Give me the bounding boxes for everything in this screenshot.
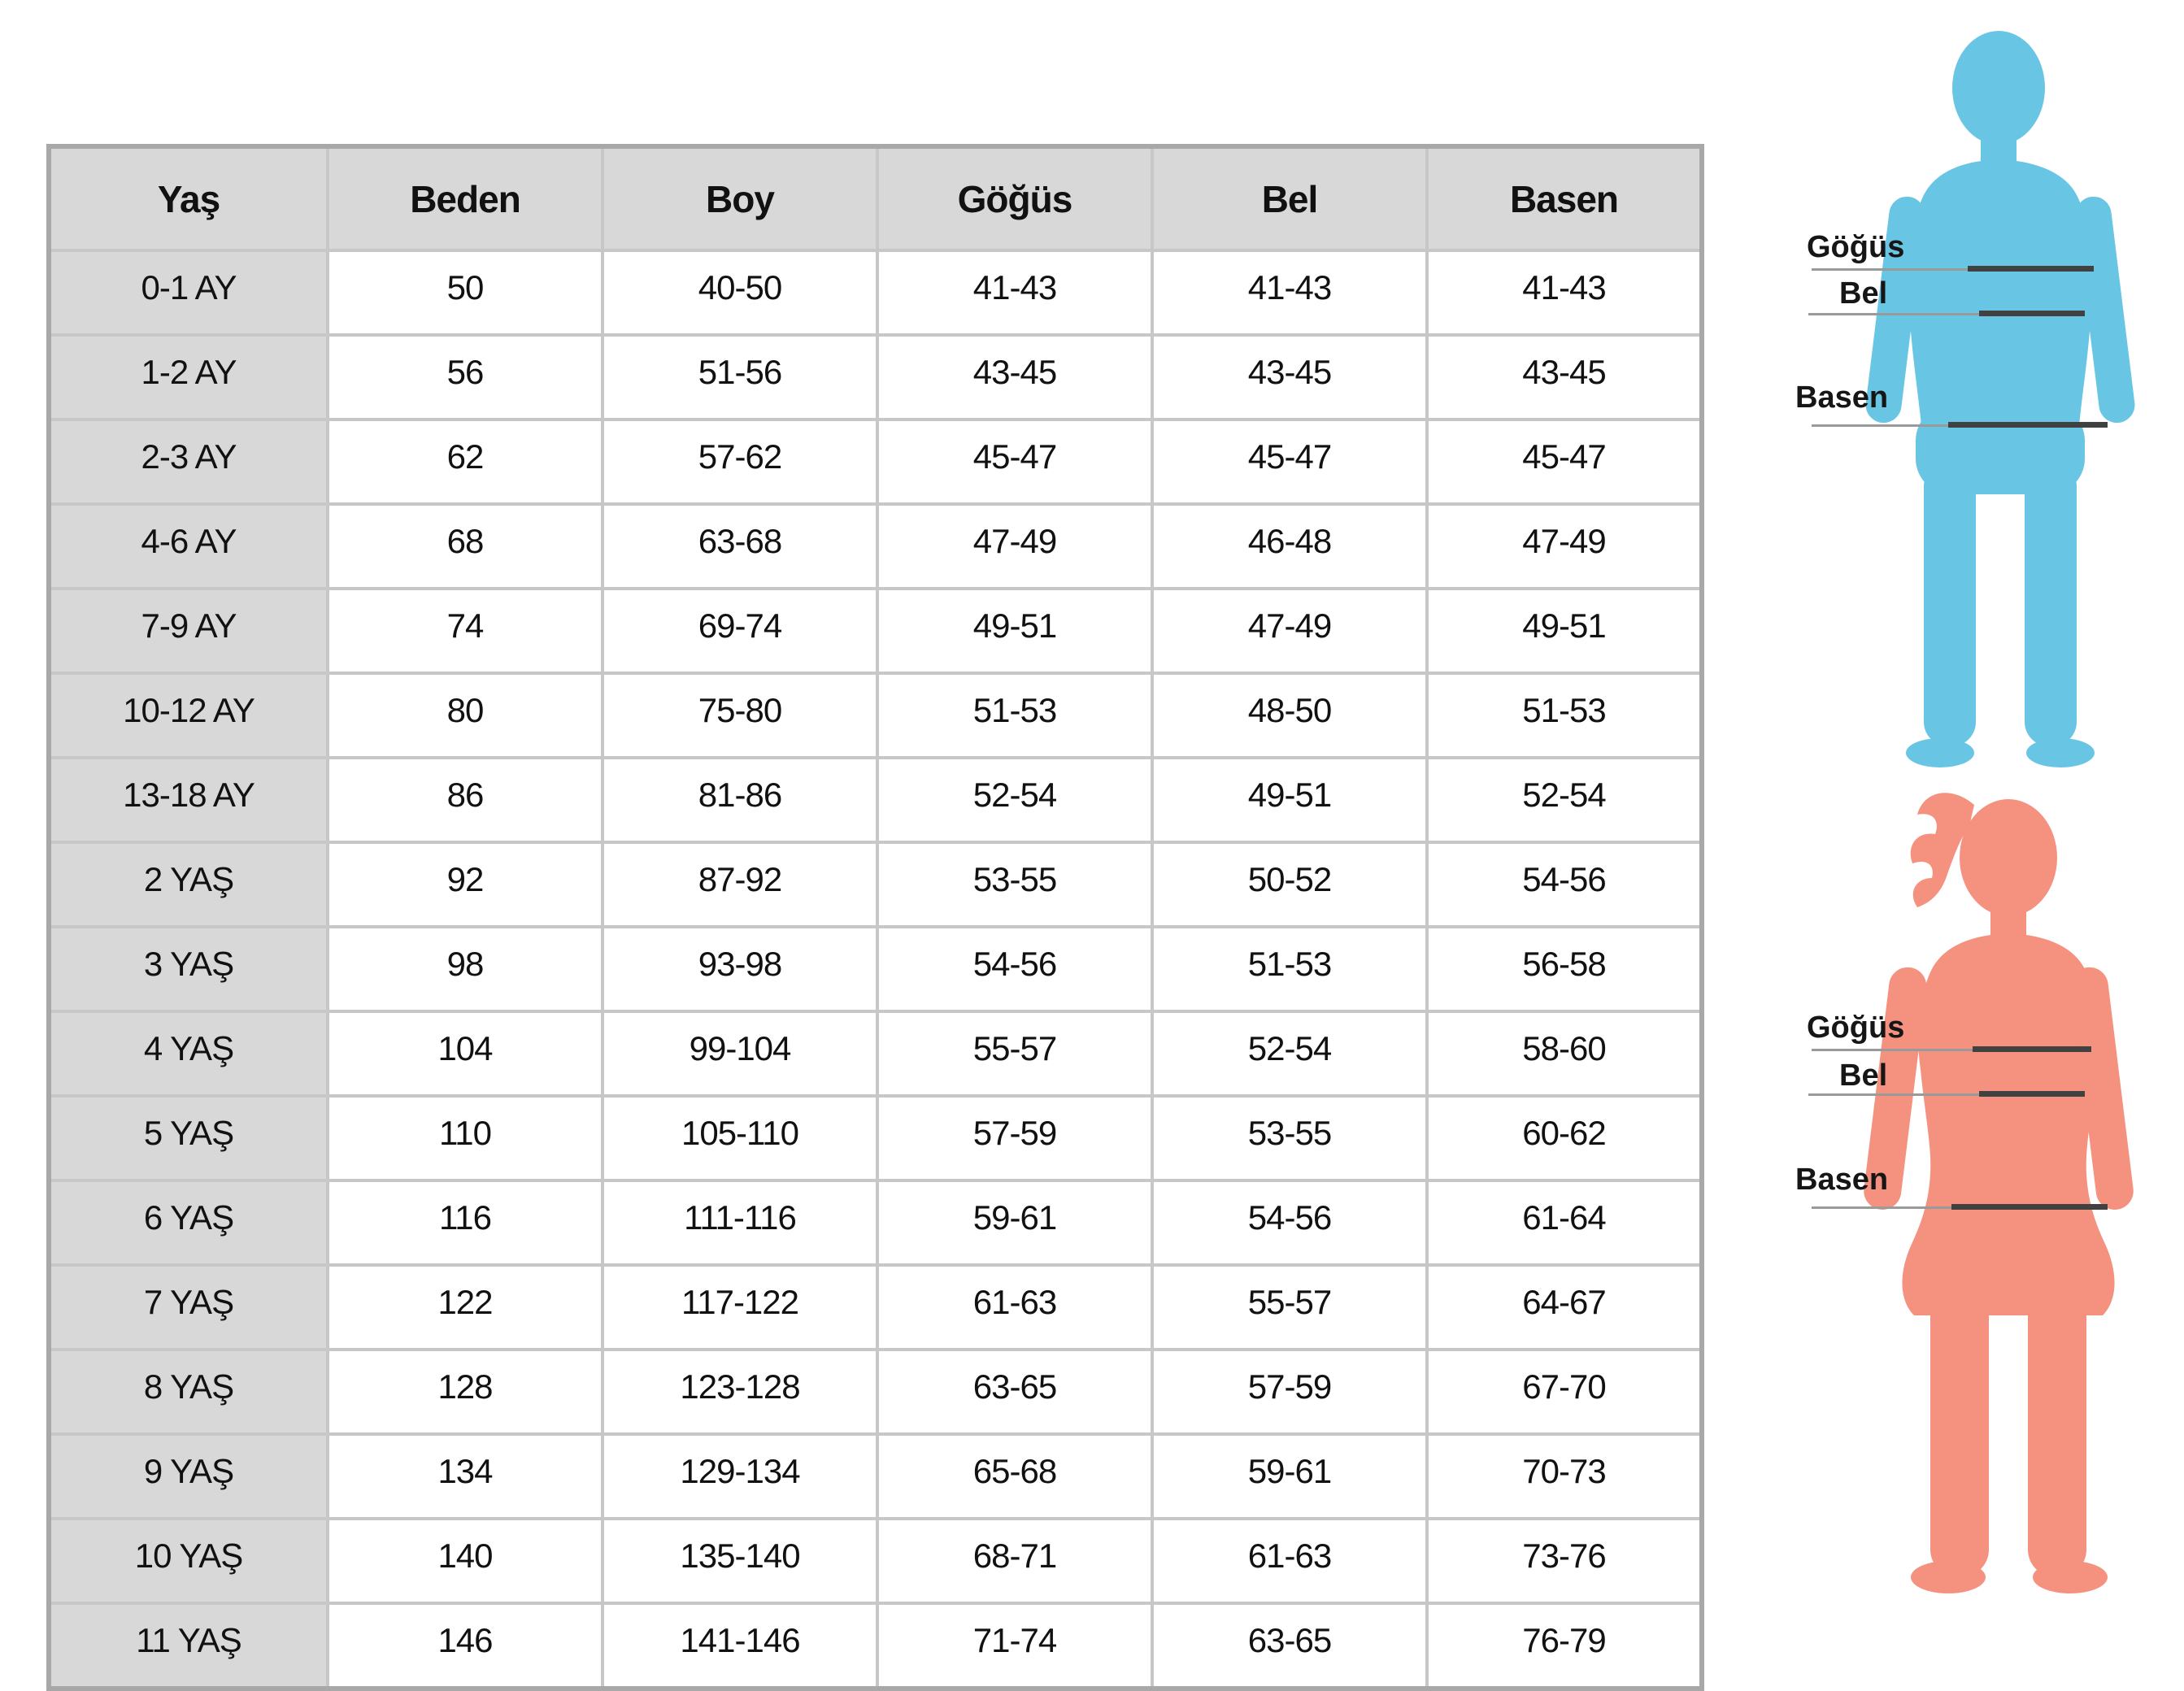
value-cell: 51-53 xyxy=(877,673,1152,758)
value-cell: 45-47 xyxy=(1152,419,1427,504)
boy-hip-line xyxy=(1948,422,2108,428)
girl-chest-line-thin xyxy=(1812,1049,1973,1051)
girl-waist-line xyxy=(1979,1091,2085,1097)
column-header: Yaş xyxy=(49,146,328,250)
row-age-cell: 7 YAŞ xyxy=(49,1265,328,1350)
value-cell: 53-55 xyxy=(1152,1096,1427,1180)
girl-figure-icon xyxy=(1846,780,2151,1598)
value-cell: 105-110 xyxy=(603,1096,877,1180)
value-cell: 135-140 xyxy=(603,1519,877,1603)
value-cell: 56-58 xyxy=(1427,927,1702,1011)
table-row xyxy=(49,758,1702,842)
value-cell: 61-64 xyxy=(1427,1180,1702,1265)
girl-hip-label: Basen xyxy=(1795,1163,1889,1197)
value-cell: 56 xyxy=(328,335,603,419)
table-row xyxy=(49,589,1702,673)
girl-chest-line xyxy=(1973,1046,2091,1052)
value-cell: 70-73 xyxy=(1427,1434,1702,1519)
value-cell: 55-57 xyxy=(877,1011,1152,1096)
value-cell: 57-62 xyxy=(603,419,877,504)
value-cell: 98 xyxy=(328,927,603,1011)
value-cell: 74 xyxy=(328,589,603,673)
column-header: Beden xyxy=(328,146,603,250)
value-cell: 104 xyxy=(328,1011,603,1096)
value-cell: 71-74 xyxy=(877,1603,1152,1689)
table-row xyxy=(49,1011,1702,1096)
value-cell: 99-104 xyxy=(603,1011,877,1096)
value-cell: 63-65 xyxy=(1152,1603,1427,1689)
boy-chest-line xyxy=(1968,266,2094,272)
table-row xyxy=(49,1603,1702,1689)
value-cell: 43-45 xyxy=(877,335,1152,419)
table-row xyxy=(49,1096,1702,1180)
value-cell: 63-65 xyxy=(877,1350,1152,1434)
value-cell: 69-74 xyxy=(603,589,877,673)
size-chart-table xyxy=(46,144,1704,1691)
value-cell: 67-70 xyxy=(1427,1350,1702,1434)
value-cell: 45-47 xyxy=(877,419,1152,504)
value-cell: 61-63 xyxy=(1152,1519,1427,1603)
value-cell: 134 xyxy=(328,1434,603,1519)
value-cell: 51-53 xyxy=(1427,673,1702,758)
value-cell: 52-54 xyxy=(877,758,1152,842)
boy-figure-icon xyxy=(1862,23,2138,779)
row-age-cell: 1-2 AY xyxy=(49,335,328,419)
value-cell: 54-56 xyxy=(877,927,1152,1011)
value-cell: 116 xyxy=(328,1180,603,1265)
value-cell: 41-43 xyxy=(877,250,1152,335)
value-cell: 59-61 xyxy=(1152,1434,1427,1519)
value-cell: 73-76 xyxy=(1427,1519,1702,1603)
value-cell: 52-54 xyxy=(1427,758,1702,842)
value-cell: 65-68 xyxy=(877,1434,1152,1519)
value-cell: 129-134 xyxy=(603,1434,877,1519)
value-cell: 53-55 xyxy=(877,842,1152,927)
value-cell: 146 xyxy=(328,1603,603,1689)
row-age-cell: 7-9 AY xyxy=(49,589,328,673)
table-row xyxy=(49,419,1702,504)
value-cell: 48-50 xyxy=(1152,673,1427,758)
value-cell: 111-116 xyxy=(603,1180,877,1265)
row-age-cell: 4-6 AY xyxy=(49,504,328,589)
column-header: Göğüs xyxy=(877,146,1152,250)
column-header: Bel xyxy=(1152,146,1427,250)
value-cell: 54-56 xyxy=(1427,842,1702,927)
header-row xyxy=(49,146,1702,250)
value-cell: 46-48 xyxy=(1152,504,1427,589)
girl-waist-label: Bel xyxy=(1839,1059,1888,1093)
row-age-cell: 10-12 AY xyxy=(49,673,328,758)
row-age-cell: 5 YAŞ xyxy=(49,1096,328,1180)
value-cell: 43-45 xyxy=(1152,335,1427,419)
boy-chest-line-thin xyxy=(1812,268,1968,271)
value-cell: 62 xyxy=(328,419,603,504)
value-cell: 75-80 xyxy=(603,673,877,758)
value-cell: 123-128 xyxy=(603,1350,877,1434)
table-row xyxy=(49,1350,1702,1434)
girl-hip-line-thin xyxy=(1812,1206,1951,1209)
row-age-cell: 10 YAŞ xyxy=(49,1519,328,1603)
value-cell: 47-49 xyxy=(877,504,1152,589)
value-cell: 59-61 xyxy=(877,1180,1152,1265)
table-row xyxy=(49,335,1702,419)
value-cell: 60-62 xyxy=(1427,1096,1702,1180)
table-row xyxy=(49,504,1702,589)
value-cell: 49-51 xyxy=(1152,758,1427,842)
value-cell: 52-54 xyxy=(1152,1011,1427,1096)
value-cell: 45-47 xyxy=(1427,419,1702,504)
value-cell: 50 xyxy=(328,250,603,335)
girl-chest-label: Göğüs xyxy=(1807,1011,1905,1045)
row-age-cell: 0-1 AY xyxy=(49,250,328,335)
boy-hip-label: Basen xyxy=(1795,380,1889,415)
value-cell: 110 xyxy=(328,1096,603,1180)
column-header: Boy xyxy=(603,146,877,250)
value-cell: 117-122 xyxy=(603,1265,877,1350)
value-cell: 68-71 xyxy=(877,1519,1152,1603)
value-cell: 51-56 xyxy=(603,335,877,419)
boy-waist-label: Bel xyxy=(1839,276,1888,311)
value-cell: 80 xyxy=(328,673,603,758)
value-cell: 87-92 xyxy=(603,842,877,927)
boy-chest-label: Göğüs xyxy=(1807,230,1905,264)
row-age-cell: 2-3 AY xyxy=(49,419,328,504)
row-age-cell: 4 YAŞ xyxy=(49,1011,328,1096)
value-cell: 81-86 xyxy=(603,758,877,842)
boy-waist-line-thin xyxy=(1808,313,1979,315)
boy-hip-line-thin xyxy=(1812,424,1948,427)
girl-hip-line xyxy=(1951,1204,2108,1210)
value-cell: 41-43 xyxy=(1152,250,1427,335)
value-cell: 122 xyxy=(328,1265,603,1350)
value-cell: 50-52 xyxy=(1152,842,1427,927)
row-age-cell: 2 YAŞ xyxy=(49,842,328,927)
value-cell: 141-146 xyxy=(603,1603,877,1689)
value-cell: 55-57 xyxy=(1152,1265,1427,1350)
value-cell: 49-51 xyxy=(877,589,1152,673)
value-cell: 47-49 xyxy=(1427,504,1702,589)
girl-waist-line-thin xyxy=(1808,1093,1979,1096)
value-cell: 140 xyxy=(328,1519,603,1603)
table-row xyxy=(49,1519,1702,1603)
value-cell: 40-50 xyxy=(603,250,877,335)
row-age-cell: 13-18 AY xyxy=(49,758,328,842)
table-row xyxy=(49,673,1702,758)
value-cell: 41-43 xyxy=(1427,250,1702,335)
value-cell: 43-45 xyxy=(1427,335,1702,419)
value-cell: 128 xyxy=(328,1350,603,1434)
table-row xyxy=(49,1434,1702,1519)
table-row xyxy=(49,927,1702,1011)
value-cell: 68 xyxy=(328,504,603,589)
row-age-cell: 3 YAŞ xyxy=(49,927,328,1011)
value-cell: 47-49 xyxy=(1152,589,1427,673)
table-row xyxy=(49,842,1702,927)
value-cell: 49-51 xyxy=(1427,589,1702,673)
value-cell: 57-59 xyxy=(1152,1350,1427,1434)
row-age-cell: 8 YAŞ xyxy=(49,1350,328,1434)
boy-waist-line xyxy=(1979,311,2085,316)
table-row xyxy=(49,1180,1702,1265)
table-row xyxy=(49,250,1702,335)
value-cell: 58-60 xyxy=(1427,1011,1702,1096)
value-cell: 64-67 xyxy=(1427,1265,1702,1350)
value-cell: 61-63 xyxy=(877,1265,1152,1350)
row-age-cell: 11 YAŞ xyxy=(49,1603,328,1689)
value-cell: 54-56 xyxy=(1152,1180,1427,1265)
value-cell: 92 xyxy=(328,842,603,927)
row-age-cell: 6 YAŞ xyxy=(49,1180,328,1265)
value-cell: 63-68 xyxy=(603,504,877,589)
value-cell: 76-79 xyxy=(1427,1603,1702,1689)
table-row xyxy=(49,1265,1702,1350)
value-cell: 57-59 xyxy=(877,1096,1152,1180)
row-age-cell: 9 YAŞ xyxy=(49,1434,328,1519)
column-header: Basen xyxy=(1427,146,1702,250)
table-body xyxy=(49,250,1702,1689)
value-cell: 51-53 xyxy=(1152,927,1427,1011)
value-cell: 93-98 xyxy=(603,927,877,1011)
value-cell: 86 xyxy=(328,758,603,842)
